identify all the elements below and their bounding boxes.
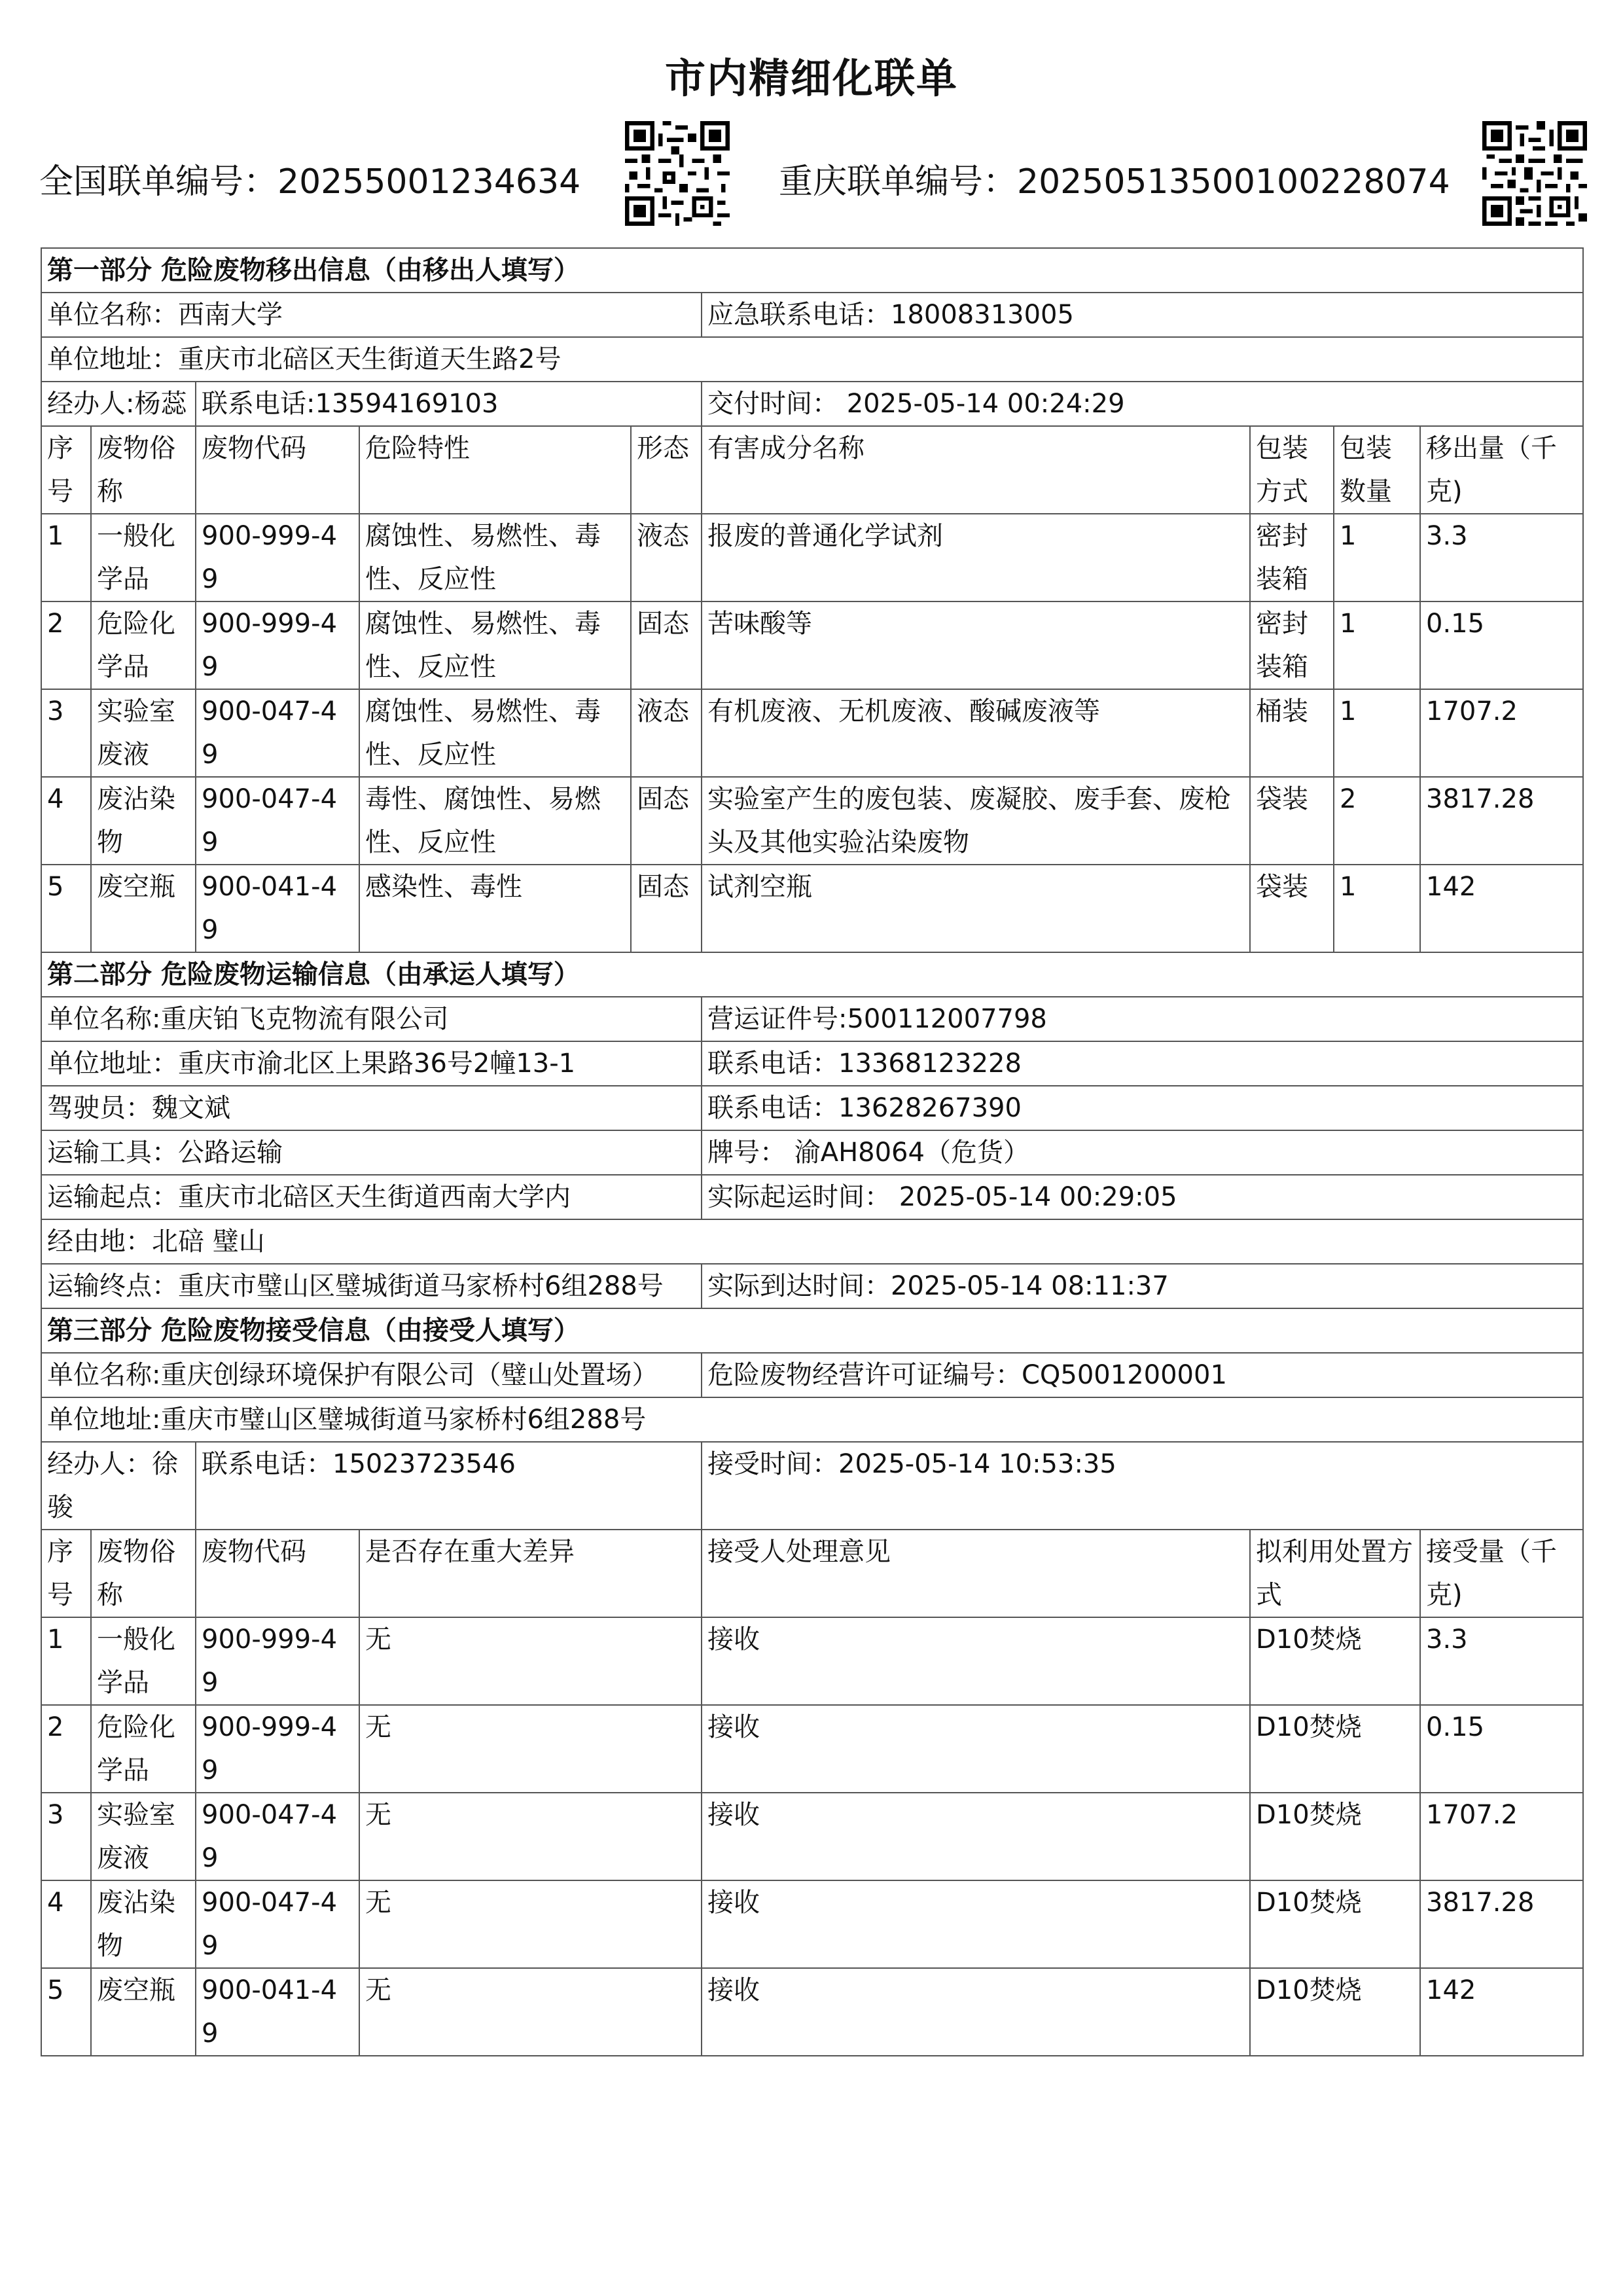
part2-license-no: 营运证件号:500112007798 bbox=[702, 997, 1583, 1041]
table-cell: 无 bbox=[359, 1705, 702, 1793]
table-cell: 废沾染物 bbox=[91, 777, 196, 865]
part2-via-row bbox=[41, 1219, 1583, 1264]
table-cell: 一般化学品 bbox=[91, 1617, 196, 1705]
table-cell: 3817.28 bbox=[1420, 1880, 1583, 1968]
table-cell: 900-999-49 bbox=[196, 1617, 359, 1705]
table-cell: 桶装 bbox=[1250, 689, 1334, 777]
column-header: 废物代码 bbox=[196, 426, 359, 514]
table-cell: 实验室废液 bbox=[91, 689, 196, 777]
column-header: 包装数量 bbox=[1334, 426, 1420, 514]
table-cell: 4 bbox=[41, 1880, 91, 1968]
part1-emergency-phone: 应急联系电话：18008313005 bbox=[702, 293, 1583, 337]
table-row bbox=[41, 1617, 1583, 1705]
qr-code-icon bbox=[625, 121, 730, 226]
table-cell: D10焚烧 bbox=[1250, 1880, 1420, 1968]
part2-arrive-time: 实际到达时间：2025-05-14 08:11:37 bbox=[702, 1264, 1583, 1308]
table-cell: 废空瓶 bbox=[91, 865, 196, 952]
table-row bbox=[41, 1705, 1583, 1793]
column-header: 序号 bbox=[41, 426, 91, 514]
part3-handler-row bbox=[41, 1442, 1583, 1530]
national-manifest-number: 全国联单编号：20255001234634 bbox=[39, 162, 581, 202]
table-cell: 液态 bbox=[631, 689, 702, 777]
table-row bbox=[41, 1793, 1583, 1880]
column-header: 形态 bbox=[631, 426, 702, 514]
table-cell: 密封装箱 bbox=[1250, 514, 1334, 601]
table-cell: 接收 bbox=[702, 1880, 1250, 1968]
part2-driver: 驾驶员：魏文斌 bbox=[41, 1086, 702, 1130]
column-header: 是否存在重大差异 bbox=[359, 1530, 702, 1617]
table-cell: 一般化学品 bbox=[91, 514, 196, 601]
table-cell: 固态 bbox=[631, 601, 702, 689]
table-cell: 900-999-49 bbox=[196, 1705, 359, 1793]
table-cell: 900-047-49 bbox=[196, 1793, 359, 1880]
part3-section-row bbox=[41, 1308, 1583, 1353]
table-cell: 无 bbox=[359, 1968, 702, 2056]
part2-destination: 运输终点：重庆市璧山区璧城街道马家桥村6组288号 bbox=[41, 1264, 702, 1308]
table-cell: 有机废液、无机废液、酸碱废液等 bbox=[702, 689, 1250, 777]
part3-unit-row bbox=[41, 1353, 1583, 1397]
table-cell: 3 bbox=[41, 1793, 91, 1880]
table-cell: 无 bbox=[359, 1880, 702, 1968]
part1-handler-row bbox=[41, 382, 1583, 426]
table-cell: 接收 bbox=[702, 1968, 1250, 2056]
table-cell: D10焚烧 bbox=[1250, 1617, 1420, 1705]
table-cell: 3 bbox=[41, 689, 91, 777]
table-cell: 1 bbox=[41, 514, 91, 601]
table-row bbox=[41, 514, 1583, 601]
part2-origin-row bbox=[41, 1175, 1583, 1219]
table-cell: 900-999-49 bbox=[196, 601, 359, 689]
table-cell: 危险化学品 bbox=[91, 601, 196, 689]
table-cell: 感染性、毒性 bbox=[359, 865, 631, 952]
table-row bbox=[41, 689, 1583, 777]
part2-unit-row bbox=[41, 997, 1583, 1041]
table-cell: 2 bbox=[1334, 777, 1420, 865]
table-cell: 1 bbox=[41, 1617, 91, 1705]
part2-unit-name: 单位名称:重庆铂飞克物流有限公司 bbox=[41, 997, 702, 1041]
table-cell: D10焚烧 bbox=[1250, 1968, 1420, 2056]
part3-unit-name: 单位名称:重庆创绿环境保护有限公司（璧山处置场） bbox=[41, 1353, 702, 1397]
table-cell: 5 bbox=[41, 865, 91, 952]
column-header: 序号 bbox=[41, 1530, 91, 1617]
table-cell: 900-041-49 bbox=[196, 1968, 359, 2056]
part3-title: 第三部分 危险废物接受信息（由接受人填写） bbox=[41, 1308, 1583, 1353]
table-cell: 900-041-49 bbox=[196, 865, 359, 952]
table-cell: 900-047-49 bbox=[196, 689, 359, 777]
table-cell: 142 bbox=[1420, 865, 1583, 952]
part2-section-row bbox=[41, 952, 1583, 997]
part2-destination-row bbox=[41, 1264, 1583, 1308]
part1-handover-time: 交付时间： 2025-05-14 00:24:29 bbox=[702, 382, 1583, 426]
part2-driver-row bbox=[41, 1086, 1583, 1130]
table-cell: 袋装 bbox=[1250, 777, 1334, 865]
table-cell: 接收 bbox=[702, 1617, 1250, 1705]
manifest-header bbox=[39, 121, 1590, 229]
part1-unit-row bbox=[41, 293, 1583, 337]
table-cell: 3.3 bbox=[1420, 1617, 1583, 1705]
table-cell: 实验室废液 bbox=[91, 1793, 196, 1880]
table-cell: 苦味酸等 bbox=[702, 601, 1250, 689]
table-row bbox=[41, 865, 1583, 952]
chongqing-manifest-number: 重庆联单编号：2025051350010022807​4 bbox=[779, 162, 1450, 202]
part3-contact-phone: 联系电话：15023723546 bbox=[196, 1442, 702, 1530]
table-cell: D10焚烧 bbox=[1250, 1793, 1420, 1880]
table-cell: 0.15 bbox=[1420, 601, 1583, 689]
part2-title: 第二部分 危险废物运输信息（由承运人填写） bbox=[41, 952, 1583, 997]
column-header: 接受量（千克) bbox=[1420, 1530, 1583, 1617]
part3-table-header bbox=[41, 1530, 1583, 1617]
table-cell: D10焚烧 bbox=[1250, 1705, 1420, 1793]
column-header: 危险特性 bbox=[359, 426, 631, 514]
part3-handler: 经办人：徐骏 bbox=[41, 1442, 196, 1530]
part3-unit-address: 单位地址:重庆市璧山区璧城街道马家桥村6组288号 bbox=[41, 1397, 1583, 1442]
table-cell: 密封装箱 bbox=[1250, 601, 1334, 689]
table-cell: 900-047-49 bbox=[196, 1880, 359, 1968]
part2-depart-time: 实际起运时间： 2025-05-14 00:29:05 bbox=[702, 1175, 1583, 1219]
table-cell: 5 bbox=[41, 1968, 91, 2056]
table-cell: 接收 bbox=[702, 1793, 1250, 1880]
part1-handler: 经办人:杨蕊 bbox=[41, 382, 196, 426]
column-header: 接受人处理意见 bbox=[702, 1530, 1250, 1617]
table-cell: 固态 bbox=[631, 777, 702, 865]
table-cell: 1707.2 bbox=[1420, 1793, 1583, 1880]
table-row bbox=[41, 601, 1583, 689]
table-cell: 142 bbox=[1420, 1968, 1583, 2056]
part1-section-row bbox=[41, 248, 1583, 293]
part1-table-header bbox=[41, 426, 1583, 514]
table-cell: 袋装 bbox=[1250, 865, 1334, 952]
column-header: 废物代码 bbox=[196, 1530, 359, 1617]
part1-address-row bbox=[41, 337, 1583, 382]
part2-address-row bbox=[41, 1041, 1583, 1086]
table-cell: 无 bbox=[359, 1793, 702, 1880]
column-header: 包装方式 bbox=[1250, 426, 1334, 514]
table-cell: 1 bbox=[1334, 601, 1420, 689]
table-row bbox=[41, 777, 1583, 865]
table-cell: 腐蚀性、易燃性、毒性、反应性 bbox=[359, 601, 631, 689]
table-cell: 报废的普通化学试剂 bbox=[702, 514, 1250, 601]
part3-address-row bbox=[41, 1397, 1583, 1442]
table-cell: 固态 bbox=[631, 865, 702, 952]
part1-unit-name: 单位名称：西南大学 bbox=[41, 293, 702, 337]
table-cell: 毒性、腐蚀性、易燃性、反应性 bbox=[359, 777, 631, 865]
table-cell: 废沾染物 bbox=[91, 1880, 196, 1968]
table-cell: 试剂空瓶 bbox=[702, 865, 1250, 952]
table-row bbox=[41, 1880, 1583, 1968]
part2-driver-phone: 联系电话：13628267390 bbox=[702, 1086, 1583, 1130]
part2-via: 经由地：北碚 璧山 bbox=[41, 1219, 1583, 1264]
table-cell: 腐蚀性、易燃性、毒性、反应性 bbox=[359, 514, 631, 601]
part2-origin: 运输起点：重庆市北碚区天生街道西南大学内 bbox=[41, 1175, 702, 1219]
part1-unit-address: 单位地址：重庆市北碚区天生街道天生路2号 bbox=[41, 337, 1583, 382]
table-cell: 废空瓶 bbox=[91, 1968, 196, 2056]
table-cell: 液态 bbox=[631, 514, 702, 601]
table-cell: 3817.28 bbox=[1420, 777, 1583, 865]
column-header: 废物俗称 bbox=[91, 426, 196, 514]
table-cell: 无 bbox=[359, 1617, 702, 1705]
qr-code-icon bbox=[1482, 121, 1587, 226]
column-header: 有害成分名称 bbox=[702, 426, 1250, 514]
column-header: 废物俗称 bbox=[91, 1530, 196, 1617]
part3-license-no: 危险废物经营许可证编号：CQ5001200001 bbox=[702, 1353, 1583, 1397]
column-header: 移出量（千克) bbox=[1420, 426, 1583, 514]
table-cell: 0.15 bbox=[1420, 1705, 1583, 1793]
document-title: 市内精细化联单 bbox=[664, 54, 958, 102]
table-cell: 3.3 bbox=[1420, 514, 1583, 601]
table-cell: 1 bbox=[1334, 865, 1420, 952]
part2-unit-address: 单位地址：重庆市渝北区上果路36号2幢13-1 bbox=[41, 1041, 702, 1086]
table-row bbox=[41, 1968, 1583, 2056]
table-cell: 2 bbox=[41, 601, 91, 689]
table-cell: 接收 bbox=[702, 1705, 1250, 1793]
table-cell: 1707.2 bbox=[1420, 689, 1583, 777]
part2-contact-phone: 联系电话：13368123228 bbox=[702, 1041, 1583, 1086]
table-cell: 900-999-49 bbox=[196, 514, 359, 601]
table-cell: 腐蚀性、易燃性、毒性、反应性 bbox=[359, 689, 631, 777]
part1-title: 第一部分 危险废物移出信息（由移出人填写） bbox=[41, 248, 1583, 293]
table-cell: 危险化学品 bbox=[91, 1705, 196, 1793]
part2-vehicle-row bbox=[41, 1130, 1583, 1175]
table-cell: 实验室产生的废包装、废凝胶、废手套、废枪头及其他实验沾染废物 bbox=[702, 777, 1250, 865]
table-cell: 1 bbox=[1334, 689, 1420, 777]
part2-plate: 牌号： 渝AH8064（危货） bbox=[702, 1130, 1583, 1175]
table-cell: 900-047-49 bbox=[196, 777, 359, 865]
column-header: 拟利用处置方式 bbox=[1250, 1530, 1420, 1617]
manifest-form bbox=[41, 247, 1584, 2056]
part2-vehicle: 运输工具：公路运输 bbox=[41, 1130, 702, 1175]
part1-contact-phone: 联系电话:13594169103 bbox=[196, 382, 702, 426]
part3-receive-time: 接受时间：2025-05-14 10:53:35 bbox=[702, 1442, 1583, 1530]
table-cell: 1 bbox=[1334, 514, 1420, 601]
table-cell: 4 bbox=[41, 777, 91, 865]
table-cell: 2 bbox=[41, 1705, 91, 1793]
